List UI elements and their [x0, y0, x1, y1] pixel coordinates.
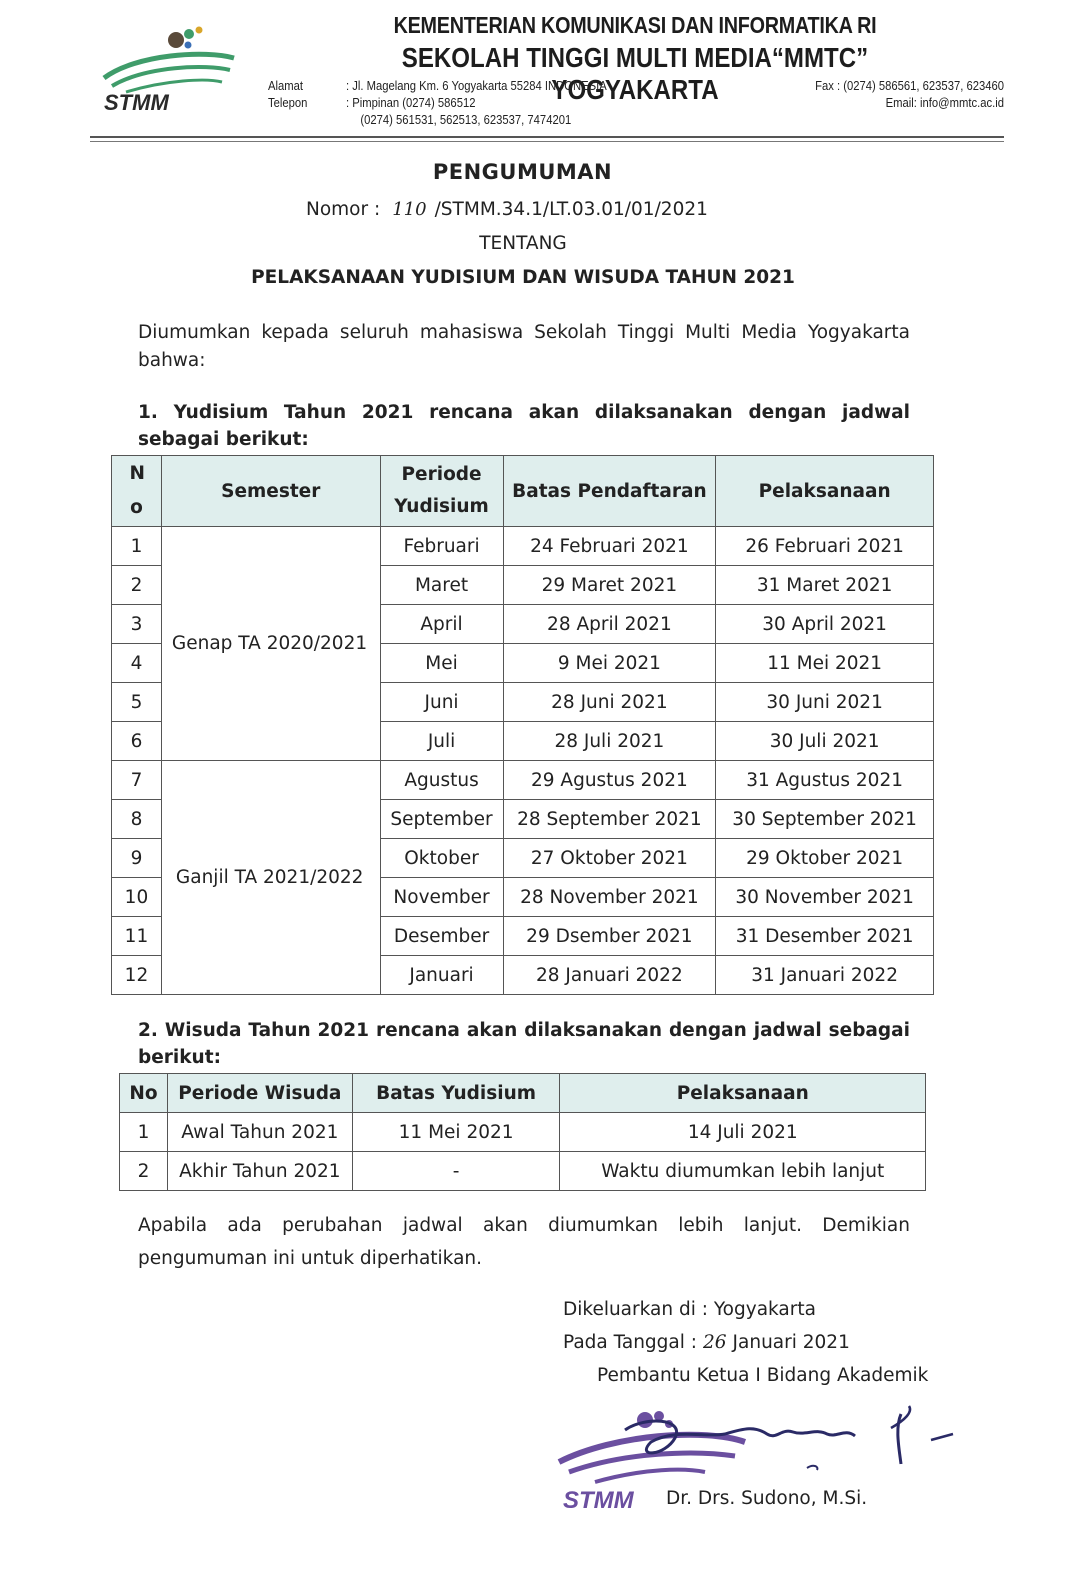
school-name: SEKOLAH TINGGI MULTI MEDIA“MMTC” YOGYAKARTA [401, 42, 869, 105]
closing-paragraph: Apabila ada perubahan jadwal akan diumumkan lebih lanjut. Demikian pengumuman ini untuk diperhatikan. [138, 1215, 910, 1269]
table-cell: Juli [380, 722, 503, 761]
section-1-heading: 1. Yudisium Tahun 2021 rencana akan dilaksanakan dengan jadwal sebagai berikut: [138, 402, 910, 450]
tentang-label: TENTANG [479, 233, 567, 254]
stmm-logo [96, 14, 246, 114]
signer-position: Pembantu Ketua I Bidang Akademik [597, 1365, 929, 1386]
header-no: N o [112, 456, 162, 527]
table-cell: 8 [112, 800, 162, 839]
table-row [112, 761, 934, 800]
table-cell: 30 November 2021 [716, 878, 934, 917]
header-batas: Batas Pendaftaran [503, 456, 716, 527]
table-cell: 4 [112, 644, 162, 683]
table-cell: 7 [112, 761, 162, 800]
table-cell: 31 Desember 2021 [716, 917, 934, 956]
table-cell: 2 [120, 1152, 168, 1191]
table-cell: 5 [112, 683, 162, 722]
table-cell: 28 September 2021 [503, 800, 716, 839]
table-cell: Waktu diumumkan lebih lanjut [560, 1152, 926, 1191]
wisuda-table [119, 1073, 926, 1191]
table-cell: Oktober [380, 839, 503, 878]
svg-text:STMM: STMM [104, 90, 169, 114]
ministry-name: KEMENTERIAN KOMUNIKASI DAN INFORMATIKA RI [393, 12, 877, 38]
table-cell: 9 [112, 839, 162, 878]
header-pelaksanaan: Pelaksanaan [560, 1074, 926, 1113]
table-cell: 31 Maret 2021 [716, 566, 934, 605]
table-cell: 12 [112, 956, 162, 995]
signer-name: Dr. Drs. Sudono, M.Si. [666, 1488, 868, 1509]
header-batas-yudisium: Batas Yudisium [352, 1074, 560, 1113]
handwritten-number: 110 [392, 199, 427, 220]
table-cell: Akhir Tahun 2021 [167, 1152, 352, 1191]
table-header-row [120, 1074, 926, 1113]
table-cell: 1 [120, 1113, 168, 1152]
table-row [112, 527, 934, 566]
table-cell: 28 Juli 2021 [503, 722, 716, 761]
table-cell: 27 Oktober 2021 [503, 839, 716, 878]
svg-text:STMM: STMM [563, 1487, 634, 1514]
table-cell: 10 [112, 878, 162, 917]
table-cell: 29 Maret 2021 [503, 566, 716, 605]
table-cell: 29 Oktober 2021 [716, 839, 934, 878]
table-cell: 29 Agustus 2021 [503, 761, 716, 800]
table-cell: 30 Juni 2021 [716, 683, 934, 722]
table-cell: Mei [380, 644, 503, 683]
table-cell: 29 Dsember 2021 [503, 917, 716, 956]
table-cell: 11 [112, 917, 162, 956]
table-cell: 26 Februari 2021 [716, 527, 934, 566]
table-cell: 28 Juni 2021 [503, 683, 716, 722]
header-no: No [120, 1074, 168, 1113]
table-cell: 28 November 2021 [503, 878, 716, 917]
table-cell: 11 Mei 2021 [716, 644, 934, 683]
table-cell: 3 [112, 605, 162, 644]
table-cell: 11 Mei 2021 [352, 1113, 560, 1152]
table-header-row [112, 456, 934, 527]
table-cell: Agustus [380, 761, 503, 800]
table-row [120, 1152, 926, 1191]
table-cell: November [380, 878, 503, 917]
table-cell: Awal Tahun 2021 [167, 1113, 352, 1152]
table-cell: Maret [380, 566, 503, 605]
table-cell: 30 April 2021 [716, 605, 934, 644]
document-title: PENGUMUMAN [432, 160, 613, 184]
section-2-heading: 2. Wisuda Tahun 2021 rencana akan dilaksanakan dengan jadwal sebagai berikut: [138, 1020, 910, 1068]
document-subject: PELAKSANAAN YUDISIUM DAN WISUDA TAHUN 2021 [251, 267, 795, 288]
table-cell: 6 [112, 722, 162, 761]
header-divider-thin [90, 141, 1004, 142]
table-cell: 30 Juli 2021 [716, 722, 934, 761]
document-number: Nomor : 110 /STMM.34.1/LT.03.01/01/2021 [306, 199, 708, 220]
table-cell: Desember [380, 917, 503, 956]
header-pelaksanaan: Pelaksanaan [716, 456, 934, 527]
table-cell: 2 [112, 566, 162, 605]
header-periode-wisuda: Periode Wisuda [167, 1074, 352, 1113]
header-periode: Periode Yudisium [380, 456, 503, 527]
semester-cell: Ganjil TA 2021/2022 [161, 761, 380, 995]
table-cell: April [380, 605, 503, 644]
contact-info: Fax : (0274) 586561, 623537, 623460 Email: info@mmtc.ac.id [815, 79, 1004, 110]
table-cell: September [380, 800, 503, 839]
semester-cell: Genap TA 2020/2021 [161, 527, 380, 761]
table-cell: Januari [380, 956, 503, 995]
table-cell: 28 Januari 2022 [503, 956, 716, 995]
header-semester: Semester [161, 456, 380, 527]
table-cell: 31 Januari 2022 [716, 956, 934, 995]
intro-paragraph: Diumumkan kepada seluruh mahasiswa Sekolah Tinggi Multi Media Yogyakarta bahwa: [138, 322, 910, 371]
yudisium-table [111, 455, 934, 995]
table-row [120, 1113, 926, 1152]
table-cell: - [352, 1152, 560, 1191]
address-values: : Jl. Magelang Km. 6 Yogyakarta 55284 INDONESIA : Pimpinan (0274) 586512 (0274) 561531, 562513, 623537, 7474201 [346, 79, 607, 127]
table-cell: 28 April 2021 [503, 605, 716, 644]
handwritten-day: 26 [703, 1332, 727, 1353]
address-labels: Alamat Telepon [268, 79, 308, 110]
table-cell: 24 Februari 2021 [503, 527, 716, 566]
table-cell: 9 Mei 2021 [503, 644, 716, 683]
issue-date: Pada Tanggal : 26 Januari 2021 [563, 1332, 850, 1353]
table-cell: 1 [112, 527, 162, 566]
table-cell: 31 Agustus 2021 [716, 761, 934, 800]
table-cell: 14 Juli 2021 [560, 1113, 926, 1152]
header-divider [90, 136, 1004, 138]
table-cell: Februari [380, 527, 503, 566]
table-cell: 30 September 2021 [716, 800, 934, 839]
issued-at: Dikeluarkan di : Yogyakarta [563, 1299, 816, 1320]
table-cell: Juni [380, 683, 503, 722]
